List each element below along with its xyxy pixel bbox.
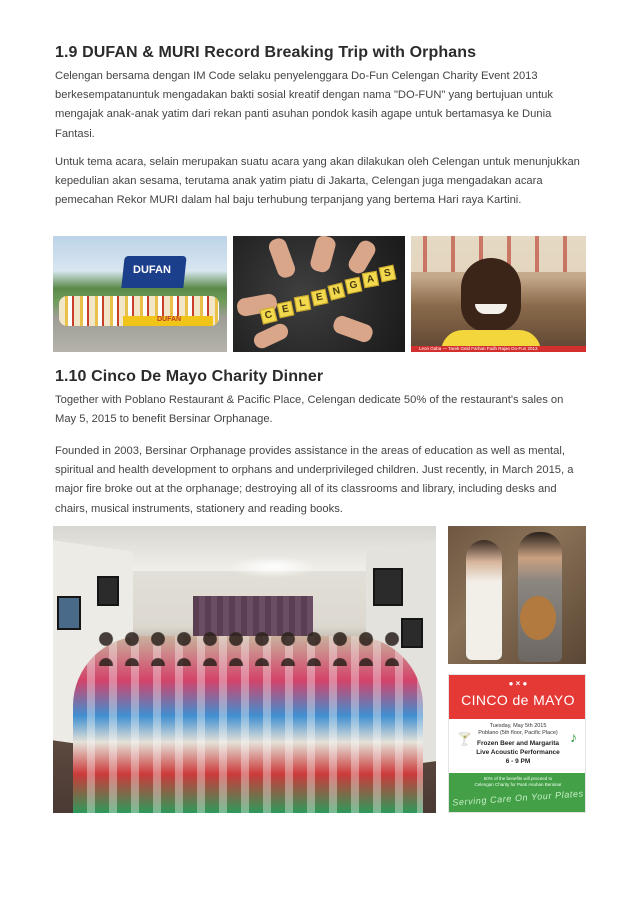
children-heads: [93, 626, 403, 666]
hand: [309, 236, 338, 274]
wall-frame: [401, 618, 423, 648]
wall-frame: [373, 568, 403, 606]
letter-tile: L: [294, 295, 311, 312]
paragraph-cinco-intro: Together with Poblano Restaurant & Pacific Place, Celengan dedicate 50% of the restaurant's sales on May 5, 2015 to benefit Bersinar Orphanage.: [55, 394, 564, 426]
hand: [267, 236, 298, 280]
poster-tagline: Serving Care On Your Plates: [451, 788, 584, 808]
photo-orphanage-group: [53, 526, 436, 813]
poster-fine-line2: Celengan Charity for Panti Asuhan Bersinar: [474, 782, 562, 787]
letter-tile: G: [345, 277, 363, 295]
poster-feature-drinks: Frozen Beer and Margarita: [477, 740, 559, 747]
ceiling-light: [228, 556, 318, 578]
poster-date-line2: Poblano (5th floor, Pacific Place): [478, 730, 558, 736]
singer: [466, 540, 502, 660]
letter-tile: E: [311, 289, 329, 307]
poster-feature-time: 6 - 9 PM: [505, 758, 531, 765]
poster-date: [471, 723, 565, 737]
guitar: [520, 596, 556, 640]
guitar-icon: ♪: [570, 729, 577, 745]
poster-fineprint: [455, 776, 581, 788]
wall-frame: [97, 576, 119, 606]
letter-tile: N: [327, 282, 345, 300]
margarita-glass-icon: 🍸: [457, 732, 472, 746]
photo-boy-carousel: [411, 236, 586, 352]
paragraph-orphanage: Founded in 2003, Bersinar Orphanage provides assistance in the areas of education as well as mental, spiritual and health development to orphans and underprivileged children. Just recently, in March 2015, a major fire broke out at the orphanage; destroying all of its classrooms and library, including desks and chairs, musical instruments, stationery and reading books.: [55, 445, 574, 515]
dufan-sign-text: DUFAN: [133, 264, 171, 276]
cinco-de-mayo-poster: [448, 674, 586, 813]
paragraph-dufan-theme: Untuk tema acara, selain merupakan suatu acara yang akan dilakukan oleh Celengan untuk menunjukkan kepedulian akan sesama, terutama anak yatim piatu di Jakarta, Celengan juga mengadakan acara pemecahan Rekor MURI dalam hal baju terhubung terpanjang yang bertema Hari raya Kartini.: [55, 156, 580, 207]
poster-feature-music: Live Acoustic Performance: [476, 749, 560, 756]
hand: [331, 314, 375, 345]
hand: [251, 321, 290, 351]
letter-tile: E: [277, 301, 295, 319]
poster-features: [467, 739, 569, 766]
letter-tile: A: [362, 271, 379, 288]
section-heading-dufan: 1.9 DUFAN & MURI Record Breaking Trip with Orphans: [55, 44, 477, 61]
poster-title: CINCO de MAYO: [461, 692, 575, 708]
photo-dufan-group: [53, 236, 227, 352]
letter-tile: S: [379, 265, 397, 283]
letter-tile: C: [259, 306, 277, 324]
poster-date-line1: Tuesday, May 5th 2015: [489, 723, 547, 729]
photo-musicians: [448, 526, 586, 664]
poster-fine-line1: 50% of the benefits will proceed to: [483, 776, 553, 781]
boy-face: [461, 258, 521, 332]
boy-smile: [475, 304, 507, 314]
wall-frame: [57, 596, 81, 630]
section-heading-cinco: 1.10 Cinco De Mayo Charity Dinner: [55, 368, 324, 385]
paragraph-dufan-intro: Celengan bersama dengan IM Code selaku penyelenggara Do-Fun Celengan Charity Event 2013 berkesempatanuntuk mengadakan bakti sosial kreatif dengan nama "DO-FUN" yang bertujuan untuk mengajak anak-anak yatim dari rekan panti asuhan pondok kasih agape untuk bertamasya ke Dunia Fantasi.: [55, 70, 553, 140]
photo-letter-tiles: [233, 236, 405, 352]
photo-caption: Leon Gaba — Tarek Geld Farhan Fadh Rajan Do-Fun 2013: [419, 346, 538, 351]
poster-logos: ● × ●: [508, 679, 528, 688]
group-banner-text: DUFAN: [157, 316, 182, 323]
